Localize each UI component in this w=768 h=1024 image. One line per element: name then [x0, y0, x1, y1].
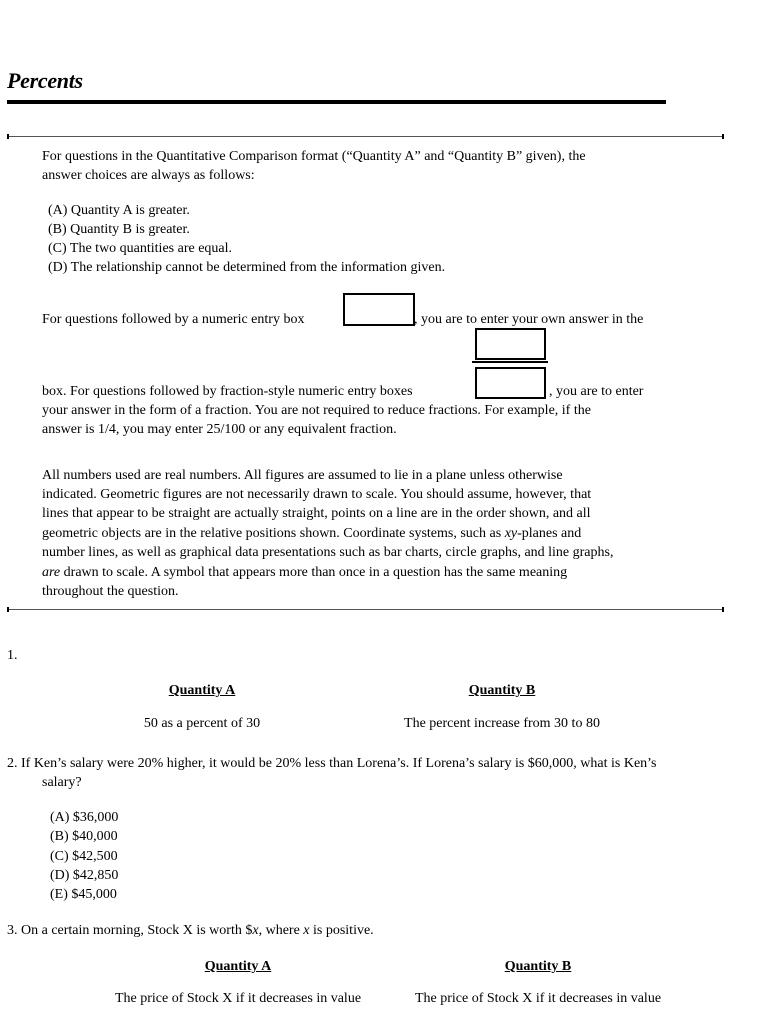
q2-choice: (B) $40,000 — [50, 829, 118, 844]
q2-choice: (D) $42,850 — [50, 868, 119, 883]
qc-choice: (C) The two quantities are equal. — [48, 241, 233, 256]
qc-intro-line: For questions in the Quantitative Comparison format (“Quantity A” and “Quantity B” given), the — [42, 149, 586, 164]
question-2-stem: salary? — [42, 775, 82, 790]
general-directions-line: indicated. Geometric figures are not necessarily drawn to scale. You should assume, however, that — [42, 487, 592, 502]
general-directions-line: lines that appear to be straight are actually straight, points on a line are in the order shown, and all — [42, 506, 591, 521]
q2-choice: (E) $45,000 — [50, 887, 117, 902]
qc-choice: (B) Quantity B is greater. — [48, 222, 190, 237]
numeric-entry-text: , you are to enter your own answer in the — [414, 312, 644, 327]
q1-quantity-b: The percent increase from 30 to 80 — [404, 716, 600, 731]
q2-choice: (C) $42,500 — [50, 849, 118, 864]
fraction-numerator-box-example — [475, 328, 546, 360]
fraction-bar — [472, 361, 548, 363]
numeric-entry-box-example — [343, 293, 415, 326]
q1-quantity-b-heading: Quantity B — [468, 683, 536, 698]
directions-bottom-rule — [7, 609, 724, 610]
numeric-entry-text: answer is 1/4, you may enter 25/100 or any equivalent fraction. — [42, 422, 397, 437]
q1-quantity-a: 50 as a percent of 30 — [143, 716, 261, 731]
general-directions-line: are drawn to scale. A symbol that appears more than once in a question has the same meaning — [42, 565, 568, 580]
general-directions-line: number lines, as well as graphical data presentations such as bar charts, circle graphs, and line graphs, — [42, 545, 614, 560]
qc-intro-line: answer choices are always as follows: — [42, 168, 255, 183]
directions-top-rule — [7, 136, 724, 137]
numeric-entry-text: box. For questions followed by fraction-style numeric entry boxes — [42, 384, 413, 399]
general-directions-line: geometric objects are in the relative positions shown. Coordinate systems, such as xy-planes and — [42, 526, 582, 541]
q3-quantity-a-heading: Quantity A — [204, 959, 272, 974]
numeric-entry-text: your answer in the form of a fraction. You are not required to reduce fractions. For example, if the — [42, 403, 591, 418]
general-directions-line: All numbers used are real numbers. All figures are assumed to lie in a plane unless otherwise — [42, 468, 563, 483]
page-title: Percents — [7, 68, 83, 93]
fraction-denominator-box-example — [475, 367, 546, 399]
qc-choice: (D) The relationship cannot be determined from the information given. — [48, 260, 446, 275]
q2-choice: (A) $36,000 — [50, 810, 119, 825]
question-2-stem: 2. If Ken’s salary were 20% higher, it would be 20% less than Lorena’s. If Lorena’s salary is $60,000, what is Ken’s — [7, 756, 657, 771]
question-1-number: 1. — [7, 648, 18, 663]
general-directions-line: throughout the question. — [42, 584, 179, 599]
q3-quantity-b: The price of Stock X if it decreases in value — [414, 991, 662, 1006]
q1-quantity-a-heading: Quantity A — [168, 683, 236, 698]
q3-quantity-b-heading: Quantity B — [504, 959, 572, 974]
question-3-stem: 3. On a certain morning, Stock X is worth $x, where x is positive. — [7, 923, 374, 938]
q3-quantity-a: The price of Stock X if it decreases in value — [114, 991, 362, 1006]
title-underline — [7, 100, 666, 104]
numeric-entry-text: For questions followed by a numeric entry box — [42, 312, 305, 327]
qc-choice: (A) Quantity A is greater. — [48, 203, 190, 218]
numeric-entry-text: , you are to enter — [549, 384, 644, 399]
